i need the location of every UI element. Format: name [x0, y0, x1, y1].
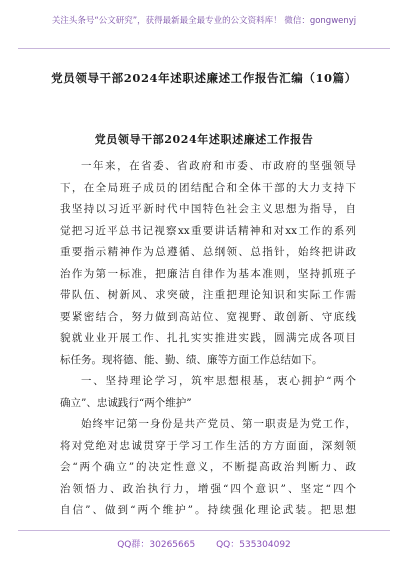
body-line: 会“两个确立”的决定性意义，不断提高政治判断力、政: [60, 461, 356, 473]
body-line: 觉把习近平总书记视察xx重要讲话精神和对xx工作的系列: [60, 224, 356, 237]
header-notice: 关注头条号“公文研究”，获得最新最全最专业的公文资料库！ 微信：gongwenyj: [51, 16, 357, 26]
section-title: 党员领导干部2024年述职述廉述工作报告: [94, 133, 314, 146]
body-line: 要紧密结合，努力做到高站位、宽视野、敢创新、守底线: [60, 310, 356, 323]
body-line: 貌就业业开展工作、扎扎实实推进实践，圆满完成各项目: [60, 332, 356, 344]
header-divider: [18, 48, 390, 49]
heading-line: 一、坚持理论学习，筑牢思想根基，衷心拥护“两个: [81, 375, 356, 387]
footer-qq-group: QQ群：30265665: [117, 540, 196, 550]
body-line: 带队伍、树新风、求突破，注重把理论知识和实际工作需: [60, 289, 356, 301]
body-line: 治作为第一标准，把廉洁自律作为基本准则，坚持抓班子: [60, 267, 356, 280]
body-line: 标任务。现将德、能、勤、绩、廉等方面工作总结如下。: [60, 353, 323, 366]
body-line: 下，在全局班子成员的团结配合和全体干部的大力支持下: [60, 181, 356, 194]
document-title: 党员领导干部2024年述职述廉述工作报告汇编（10篇）: [51, 71, 357, 85]
document-body: [60, 156, 356, 522]
body-line: 自信”、做到“两个维护”。持续强化理论武装。把思想: [60, 504, 356, 516]
heading-line: 确立”、忠诚践行“两个维护”: [60, 396, 192, 409]
body-line: 将对党绝对忠诚贯穿于学习工作生活的方方面面，深刻领: [60, 439, 356, 452]
footer-divider: [18, 530, 390, 531]
body-line: 重要指示精神作为总遵循、总纲领、总指针，始终把讲政: [60, 246, 356, 258]
body-line: 我坚持以习近平新时代中国特色社会主义思想为指导，自: [60, 203, 356, 215]
body-line: 治领悟力、政治执行力，增强“四个意识”、坚定“四个: [60, 482, 356, 495]
footer-qq: QQ：535304092: [216, 540, 291, 550]
body-line: 一年来，在省委、省政府和市委、市政府的坚强领导: [81, 160, 356, 172]
footer-contact: [0, 537, 408, 550]
body-line: 始终牢记第一身份是共产党员、第一职责是为党工作，: [81, 418, 356, 430]
